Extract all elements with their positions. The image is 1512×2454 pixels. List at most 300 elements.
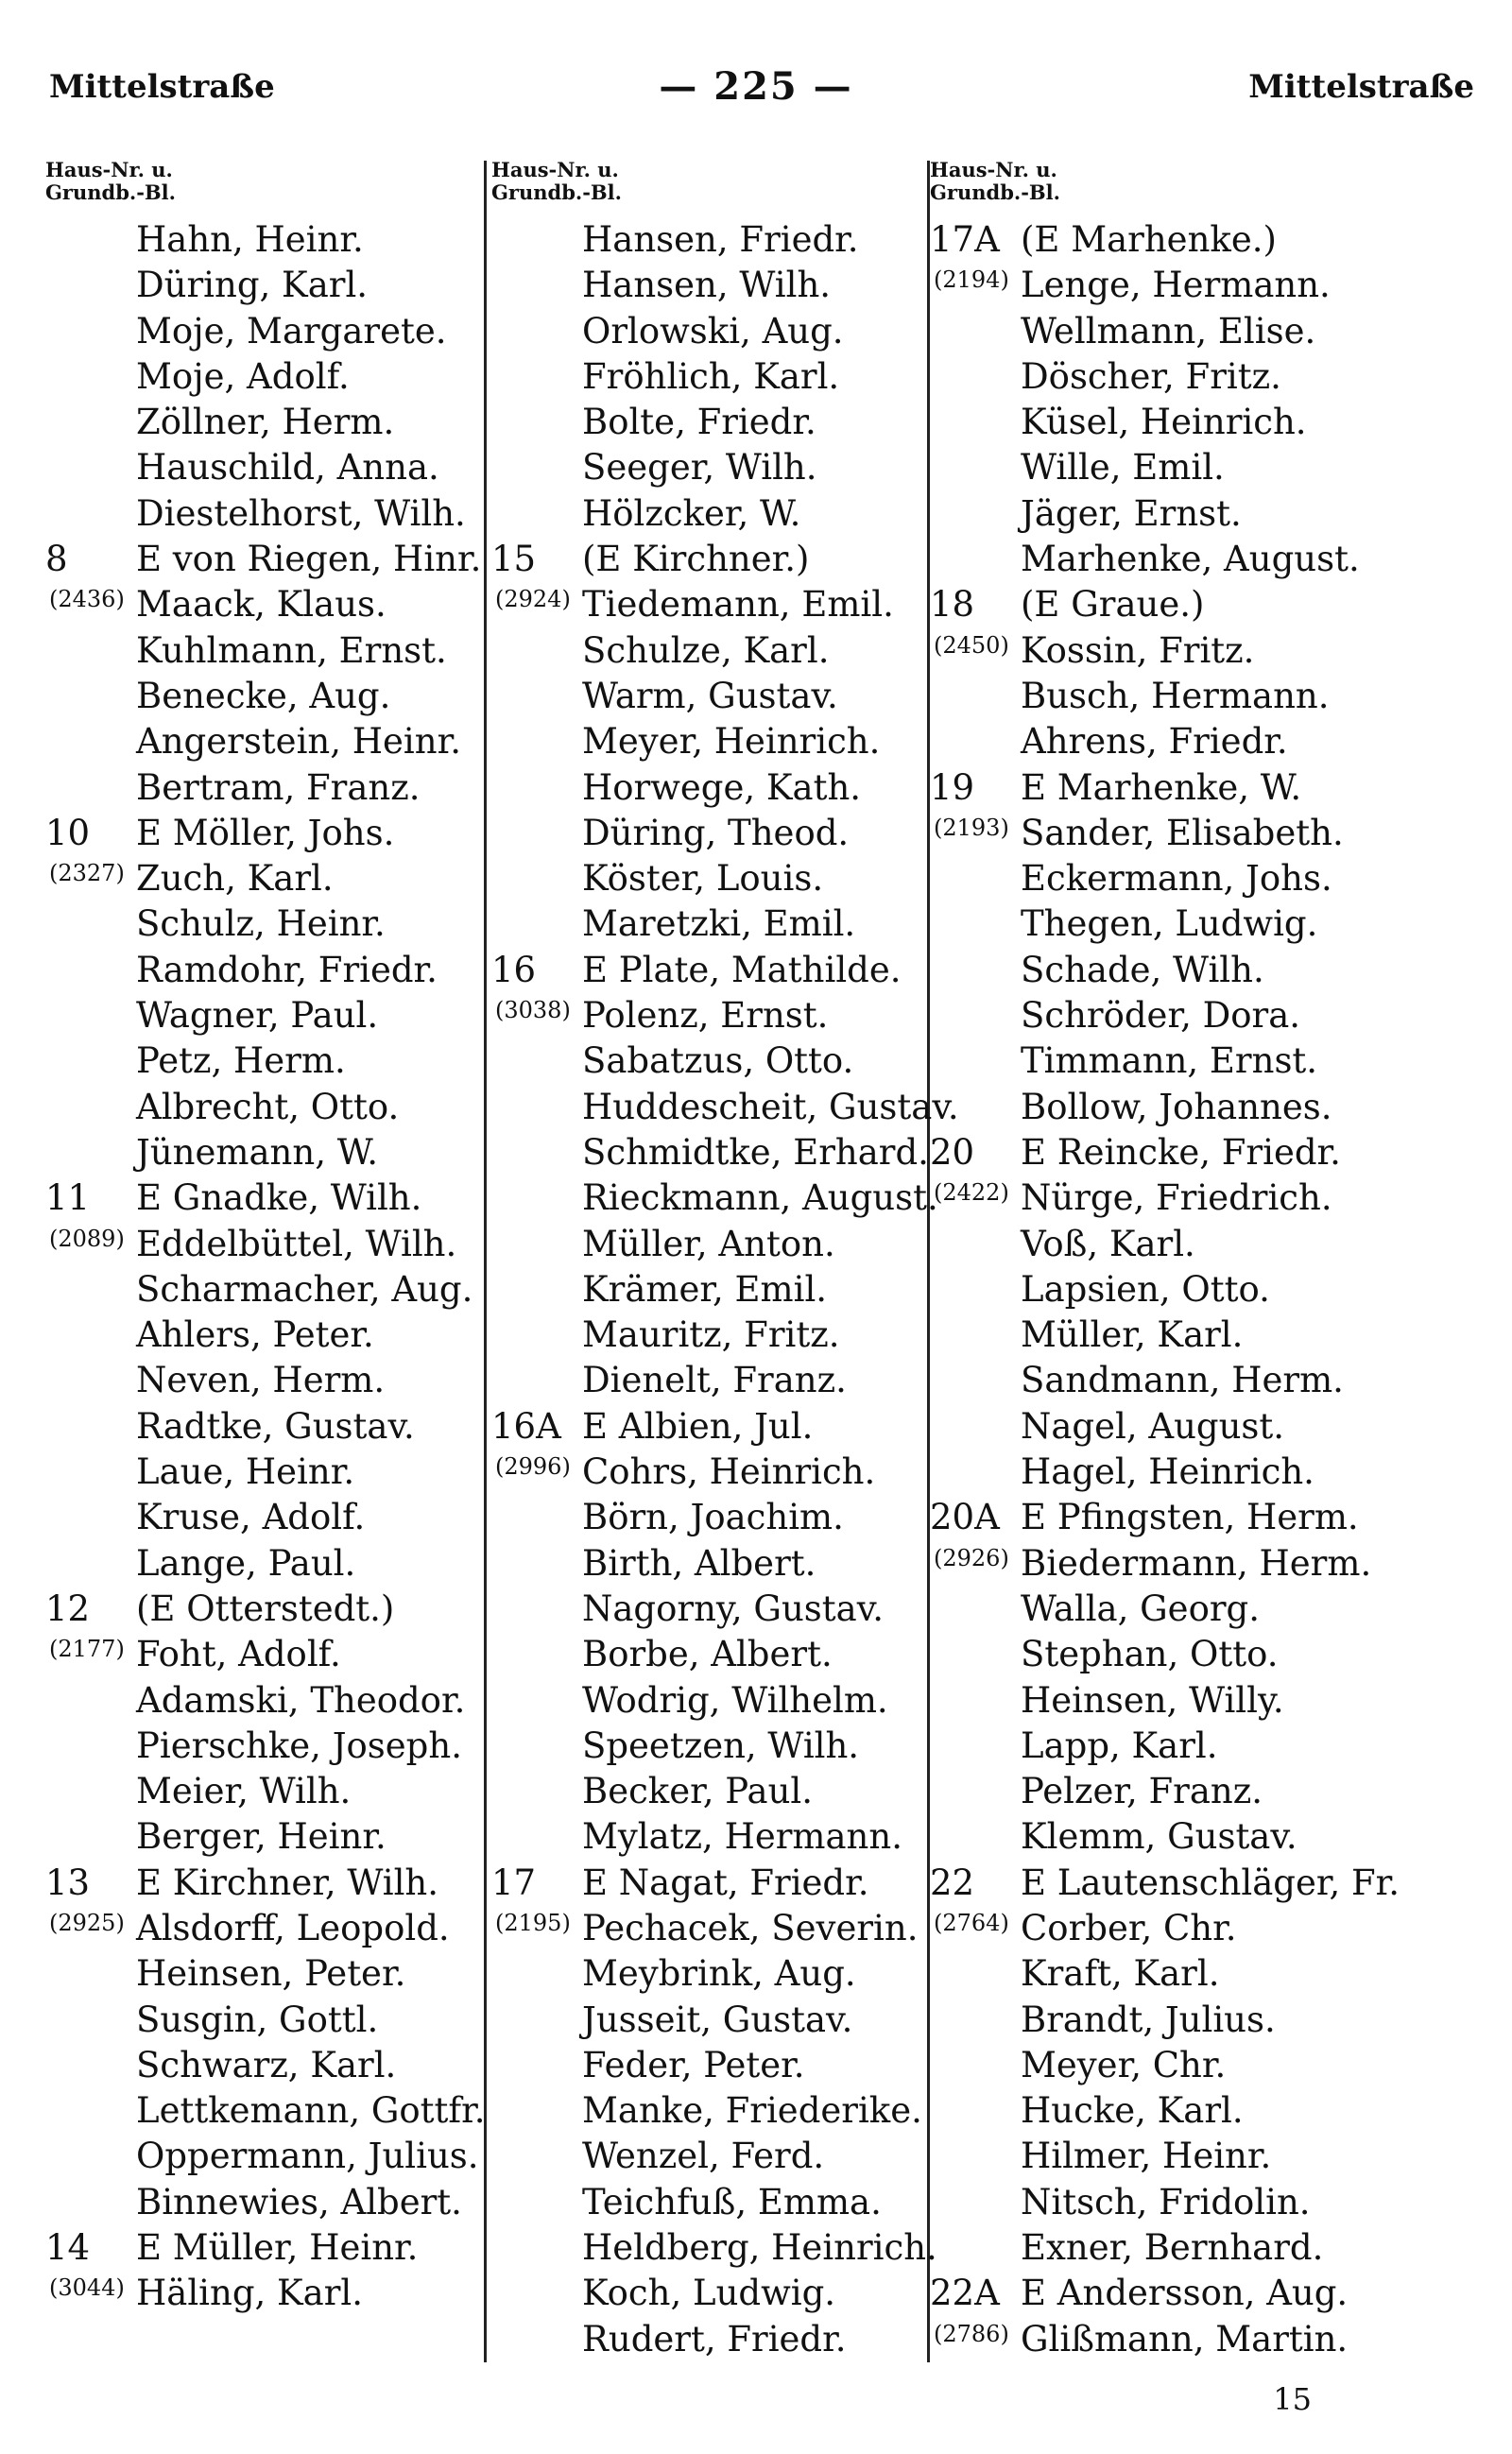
resident-name: Scharmacher, Aug. [136,1268,473,1310]
directory-entry [491,1176,936,1221]
directory-entry [45,1724,490,1769]
column-header-line2: Grundb.-Bl. [491,180,622,204]
running-head-right: Mittelstraße [1248,68,1474,106]
directory-entry [491,2088,936,2134]
directory-entry [45,1951,490,1997]
resident-name: Sander, Elisabeth. [1021,812,1344,853]
resident-name: Küsel, Heinrich. [1021,402,1307,443]
directory-entry [45,582,490,627]
directory-entry [930,628,1365,674]
resident-name: Pechacek, Severin. [582,1907,919,1948]
resident-name: Neven, Herm. [136,1360,386,1401]
resident-name: Rieckmann, August. [582,1177,938,1219]
resident-name: Susgin, Gottl. [136,1999,379,2040]
directory-entry [491,2043,936,2088]
resident-name: Warm, Gustav. [582,675,838,716]
resident-name: Müller, Karl. [1021,1314,1244,1356]
resident-name: Thegen, Ludwig. [1021,903,1318,945]
directory-entry [491,2271,936,2316]
land-register-number: (2194) [934,266,1009,294]
column-header [45,159,490,217]
column-header-line2: Grundb.-Bl. [930,180,1060,204]
directory-entry [491,765,936,811]
directory-entry [491,948,936,993]
house-number: 22 [930,1862,975,1903]
resident-name: Bollow, Johannes. [1021,1086,1332,1127]
directory-entry [491,1861,936,1906]
directory-entry [491,400,936,445]
directory-entry [930,1085,1365,1130]
directory-entry [491,1450,936,1495]
resident-name: Pelzer, Franz. [1021,1771,1263,1812]
directory-entry [45,217,490,263]
directory-entry [45,1222,490,1267]
land-register-number: (2195) [495,1909,571,1936]
resident-name: Nürge, Friedrich. [1021,1177,1332,1219]
resident-name: Moje, Margarete. [136,310,447,352]
resident-name: Bolte, Friedr. [582,402,816,443]
house-number: 19 [930,766,975,808]
resident-name: Radtke, Gustav. [136,1405,415,1447]
land-register-number: (2177) [49,1636,125,1663]
directory-entry [45,2180,490,2225]
directory-entry [930,217,1365,263]
resident-name: Adamski, Theodor. [136,1679,466,1721]
directory-entry [930,1861,1400,1906]
directory-entry [491,719,936,764]
resident-name: Teichfuß, Emma. [582,2181,882,2222]
directory-entry [491,1222,936,1267]
directory-entry [491,1998,936,2043]
directory-entry [930,856,1365,901]
resident-name: Mylatz, Hermann. [582,1816,902,1858]
resident-name: Dienelt, Franz. [582,1360,847,1401]
resident-name: Krämer, Emil. [582,1268,828,1310]
resident-name: (E Graue.) [1021,584,1205,626]
directory-entry [930,2225,1365,2271]
resident-name: Feder, Peter. [582,2044,805,2085]
directory-entry [930,400,1365,445]
directory-entry [491,537,936,582]
resident-name: Düring, Theod. [582,812,850,853]
resident-name: Hagel, Heinrich. [1021,1451,1314,1493]
land-register-number: (2327) [49,860,125,887]
directory-entry [45,1450,490,1495]
resident-name: E Kirchner, Wilh. [136,1862,438,1903]
resident-name: Zöllner, Herm. [136,402,395,443]
land-register-number: (2786) [934,2320,1009,2347]
resident-name: Pierschke, Joseph. [136,1725,462,1766]
resident-name: Lapsien, Otto. [1021,1268,1270,1310]
column-header [491,159,936,217]
resident-name: Becker, Paul. [582,1771,813,1812]
resident-name: Jünemann, W. [136,1131,379,1173]
house-number: 20A [930,1497,1000,1538]
resident-name: Moje, Adolf. [136,355,350,397]
house-number: 17 [491,1862,537,1903]
resident-name: Klemm, Gustav. [1021,1816,1297,1858]
directory-entry [45,1267,490,1313]
resident-name: Tiedemann, Emil. [582,584,894,626]
resident-name: Wille, Emil. [1021,447,1225,489]
directory-entry [930,2134,1365,2179]
directory-entry [45,1906,490,1951]
resident-name: Koch, Ludwig. [582,2273,836,2314]
resident-name: E Plate, Mathilde. [582,949,902,990]
directory-entry [45,1769,490,1814]
directory-entry [491,1358,936,1403]
directory-entry [45,719,490,764]
resident-name: Speetzen, Wilh. [582,1725,860,1766]
resident-name: E Marhenke, W. [1021,766,1302,808]
directory-entry [930,2180,1365,2225]
resident-name: Busch, Hermann. [1021,675,1330,716]
directory-entry [930,1587,1365,1632]
resident-name: Meybrink, Aug. [582,1953,856,1995]
resident-name: E Reincke, Friedr. [1021,1131,1341,1173]
resident-name: Schwarz, Karl. [136,2044,397,2085]
resident-name: (E Marhenke.) [1021,219,1277,260]
directory-entry [491,1130,936,1176]
resident-name: E Müller, Heinr. [136,2227,419,2269]
directory-entry [45,2134,490,2179]
directory-entry [45,1814,490,1860]
house-number: 22A [930,2273,1000,2314]
resident-name: Polenz, Ernst. [582,995,829,1037]
directory-entry [491,628,936,674]
column-1 [45,159,490,2317]
directory-entry [491,1814,936,1860]
resident-name: Cohrs, Heinrich. [582,1451,876,1493]
resident-name: Hucke, Karl. [1021,2090,1244,2132]
resident-name: E von Riegen, Hinr. [136,539,482,580]
house-number: 8 [45,539,68,580]
directory-entry [491,1587,936,1632]
directory-entry [930,1176,1365,1221]
directory-entry [491,2134,936,2179]
land-register-number: (2422) [934,1179,1009,1207]
directory-entry [930,2271,1365,2316]
directory-entry [491,811,936,856]
directory-entry [491,1085,959,1130]
resident-name: Birth, Albert. [582,1542,816,1584]
house-number: 15 [491,539,537,580]
resident-name: Döscher, Fritz. [1021,355,1281,397]
directory-entry [930,1038,1365,1084]
directory-entry [491,354,936,400]
resident-name: Börn, Joachim. [582,1497,844,1538]
directory-entry [45,309,490,354]
directory-entry [491,1313,936,1358]
column-3 [930,158,1400,2362]
house-number: 18 [930,584,975,626]
directory-entry [491,2317,936,2362]
directory-entry [45,1130,490,1176]
resident-name: Hahn, Heinr. [136,219,364,260]
resident-name: E Lautenschläger, Fr. [1021,1862,1400,1903]
resident-name: Benecke, Aug. [136,675,391,716]
resident-name: (E Otterstedt.) [136,1587,395,1629]
resident-name: Jusseit, Gustav. [582,1999,853,2040]
resident-name: Petz, Herm. [136,1040,346,1082]
resident-name: Kossin, Fritz. [1021,629,1255,671]
resident-name: Nagel, August. [1021,1405,1285,1447]
resident-name: Ahlers, Peter. [136,1314,374,1356]
directory-entry [491,491,936,537]
house-number: 10 [45,812,91,853]
resident-name: E Gnadke, Wilh. [136,1177,422,1219]
resident-name: Oppermann, Julius. [136,2136,479,2177]
directory-entry [45,901,490,947]
directory-entry [491,217,936,263]
directory-entry [45,1085,490,1130]
directory-entry [45,1541,490,1587]
resident-name: E Nagat, Friedr. [582,1862,869,1903]
directory-entry [930,1450,1365,1495]
resident-name: Eckermann, Johs. [1021,858,1332,900]
resident-name: Ramdohr, Friedr. [136,949,438,990]
directory-entry [491,1495,936,1540]
resident-name: Meier, Wilh. [136,1771,352,1812]
resident-name: Eddelbüttel, Wilh. [136,1223,457,1264]
resident-name: E Möller, Johs. [136,812,395,853]
resident-name: Rudert, Friedr. [582,2318,847,2360]
resident-name: Corber, Chr. [1021,1907,1237,1948]
land-register-number: (2089) [49,1225,125,1252]
resident-name: Exner, Bernhard. [1021,2227,1324,2269]
directory-entry [930,2317,1365,2362]
directory-entry [45,674,490,719]
resident-name: Walla, Georg. [1021,1587,1260,1629]
directory-entry [930,1998,1365,2043]
resident-name: Heldberg, Heinrich. [582,2227,937,2269]
house-number: 11 [45,1177,91,1219]
directory-entry [930,765,1365,811]
resident-name: Schade, Wilh. [1021,949,1264,990]
resident-name: Kraft, Karl. [1021,1953,1220,1995]
directory-entry [930,1814,1365,1860]
resident-name: Kuhlmann, Ernst. [136,629,447,671]
directory-entry [930,1404,1365,1450]
resident-name: Ahrens, Friedr. [1021,721,1288,763]
directory-entry [45,811,490,856]
directory-entry [930,811,1365,856]
directory-entry [45,765,490,811]
resident-name: Bertram, Franz. [136,766,421,808]
directory-entry [45,2225,490,2271]
resident-name: Sandmann, Herm. [1021,1360,1344,1401]
directory-entry [491,1678,936,1724]
resident-name: Wagner, Paul. [136,995,379,1037]
resident-name: Biedermann, Herm. [1021,1542,1372,1584]
directory-entry [491,582,936,627]
land-register-number: (2996) [495,1453,571,1481]
resident-name: Marhenke, August. [1021,539,1360,580]
resident-name: Müller, Anton. [582,1223,835,1264]
directory-entry [45,1632,490,1677]
directory-entry [491,1724,936,1769]
directory-entry [491,263,936,308]
directory-entry [491,1267,936,1313]
resident-name: E Pfingsten, Herm. [1021,1497,1359,1538]
land-register-number: (3038) [495,997,571,1024]
directory-entry [930,948,1365,993]
directory-entry [930,719,1365,764]
directory-entry [930,1951,1365,1997]
resident-name: Foht, Adolf. [136,1634,341,1675]
directory-entry [45,1678,490,1724]
directory-entry [45,400,490,445]
resident-name: Hansen, Friedr. [582,219,859,260]
resident-name: Albrecht, Otto. [136,1086,400,1127]
directory-entry [930,1906,1365,1951]
directory-entry [491,2225,936,2271]
resident-name: Düring, Karl. [136,265,369,306]
directory-entry [45,993,490,1038]
resident-name: Orlowski, Aug. [582,310,844,352]
sheet-number: 15 [1273,2381,1312,2417]
house-number: 16A [491,1405,561,1447]
directory-entry [930,309,1365,354]
resident-name: Stephan, Otto. [1021,1634,1279,1675]
directory-entry [930,1541,1372,1587]
resident-name: Wenzel, Ferd. [582,2136,825,2177]
resident-name: Timmann, Ernst. [1021,1040,1318,1082]
house-number: 17A [930,219,1000,260]
resident-name: Voß, Karl. [1021,1223,1195,1264]
resident-name: Schulze, Karl. [582,629,830,671]
resident-name: Lenge, Hermann. [1021,265,1331,306]
resident-name: Lettkemann, Gottfr. [136,2090,486,2132]
directory-entry [45,948,490,993]
directory-entry [45,1998,490,2043]
directory-entry [930,1632,1365,1677]
directory-entry [491,901,936,947]
directory-entry [491,445,936,490]
directory-entry [45,2043,490,2088]
directory-entry [491,1769,936,1814]
column-header-line1: Haus-Nr. u. [491,158,619,181]
directory-entry [930,1313,1365,1358]
resident-name: Fröhlich, Karl. [582,355,840,397]
directory-entry [45,537,490,582]
directory-entry [930,1358,1365,1403]
directory-entry [930,674,1365,719]
column-header-line2: Grundb.-Bl. [45,180,176,204]
house-number: 16 [491,949,537,990]
directory-entry [930,354,1365,400]
directory-entry [491,674,936,719]
directory-entry [45,1404,490,1450]
resident-name: Huddescheit, Gustav. [582,1086,959,1127]
directory-entry [491,1038,936,1084]
resident-name: Mauritz, Fritz. [582,1314,840,1356]
directory-entry [930,582,1365,627]
directory-entry [45,1358,490,1403]
house-number: 13 [45,1862,91,1903]
resident-name: Heinsen, Peter. [136,1953,406,1995]
resident-name: Meyer, Heinrich. [582,721,881,763]
directory-entry [930,2043,1365,2088]
resident-name: Köster, Louis. [582,858,824,900]
directory-entry [491,309,936,354]
directory-entry [45,2271,490,2316]
directory-entry [45,1587,490,1632]
resident-name: Häling, Karl. [136,2273,364,2314]
directory-entry [491,1632,936,1677]
resident-name: Nitsch, Fridolin. [1021,2181,1311,2222]
resident-name: Lange, Paul. [136,1542,356,1584]
directory-entry [930,2088,1365,2134]
resident-name: Alsdorff, Leopold. [136,1907,450,1948]
resident-name: Wodrig, Wilhelm. [582,1679,888,1721]
directory-entry [930,1769,1365,1814]
resident-name: Diestelhorst, Wilh. [136,492,466,534]
directory-entry [930,1222,1365,1267]
directory-entry [930,445,1365,490]
land-register-number: (2926) [934,1544,1009,1571]
land-register-number: (2924) [495,586,571,613]
resident-name: Meyer, Chr. [1021,2044,1227,2085]
resident-name: Schmidtke, Erhard. [582,1131,929,1173]
resident-name: (E Kirchner.) [582,539,810,580]
column-header [930,159,1365,217]
resident-name: Manke, Friederike. [582,2090,922,2132]
directory-entry [45,856,490,901]
directory-entry [491,2180,936,2225]
resident-name: Binnewies, Albert. [136,2181,462,2222]
resident-name: Glißmann, Martin. [1021,2318,1349,2360]
house-number: 12 [45,1587,91,1629]
land-register-number: (3044) [49,2274,125,2302]
resident-name: Brandt, Julius. [1021,1999,1276,2040]
resident-name: Heinsen, Willy. [1021,1679,1284,1721]
directory-entry [930,993,1365,1038]
resident-name: Hauschild, Anna. [136,447,439,489]
directory-entry [45,445,490,490]
resident-name: Schulz, Heinr. [136,903,386,945]
directory-entry [45,1176,490,1221]
resident-name: Hölzcker, W. [582,492,801,534]
resident-name: Kruse, Adolf. [136,1497,366,1538]
resident-name: Maack, Klaus. [136,584,387,626]
resident-name: Schröder, Dora. [1021,995,1301,1037]
running-head-left: Mittelstraße [49,68,275,106]
land-register-number: (2193) [934,814,1009,841]
page-number: — 225 — [659,64,853,109]
directory-entry [45,1495,490,1540]
directory-entry [491,1404,936,1450]
directory-entry [930,1495,1365,1540]
resident-name: Nagorny, Gustav. [582,1587,884,1629]
directory-entry [930,1267,1365,1313]
directory-entry [45,1861,490,1906]
directory-entry [45,491,490,537]
column-header-line1: Haus-Nr. u. [45,158,173,181]
resident-name: Hilmer, Heinr. [1021,2136,1272,2177]
directory-entry [45,354,490,400]
land-register-number: (2450) [934,631,1009,659]
resident-name: Sabatzus, Otto. [582,1040,854,1082]
directory-entry [491,856,936,901]
directory-entry [491,1951,936,1997]
resident-name: Lapp, Karl. [1021,1725,1218,1766]
land-register-number: (2436) [49,586,125,613]
resident-name: Angerstein, Heinr. [136,721,461,763]
resident-name: Berger, Heinr. [136,1816,387,1858]
resident-name: Zuch, Karl. [136,858,334,900]
directory-entry [930,1724,1365,1769]
